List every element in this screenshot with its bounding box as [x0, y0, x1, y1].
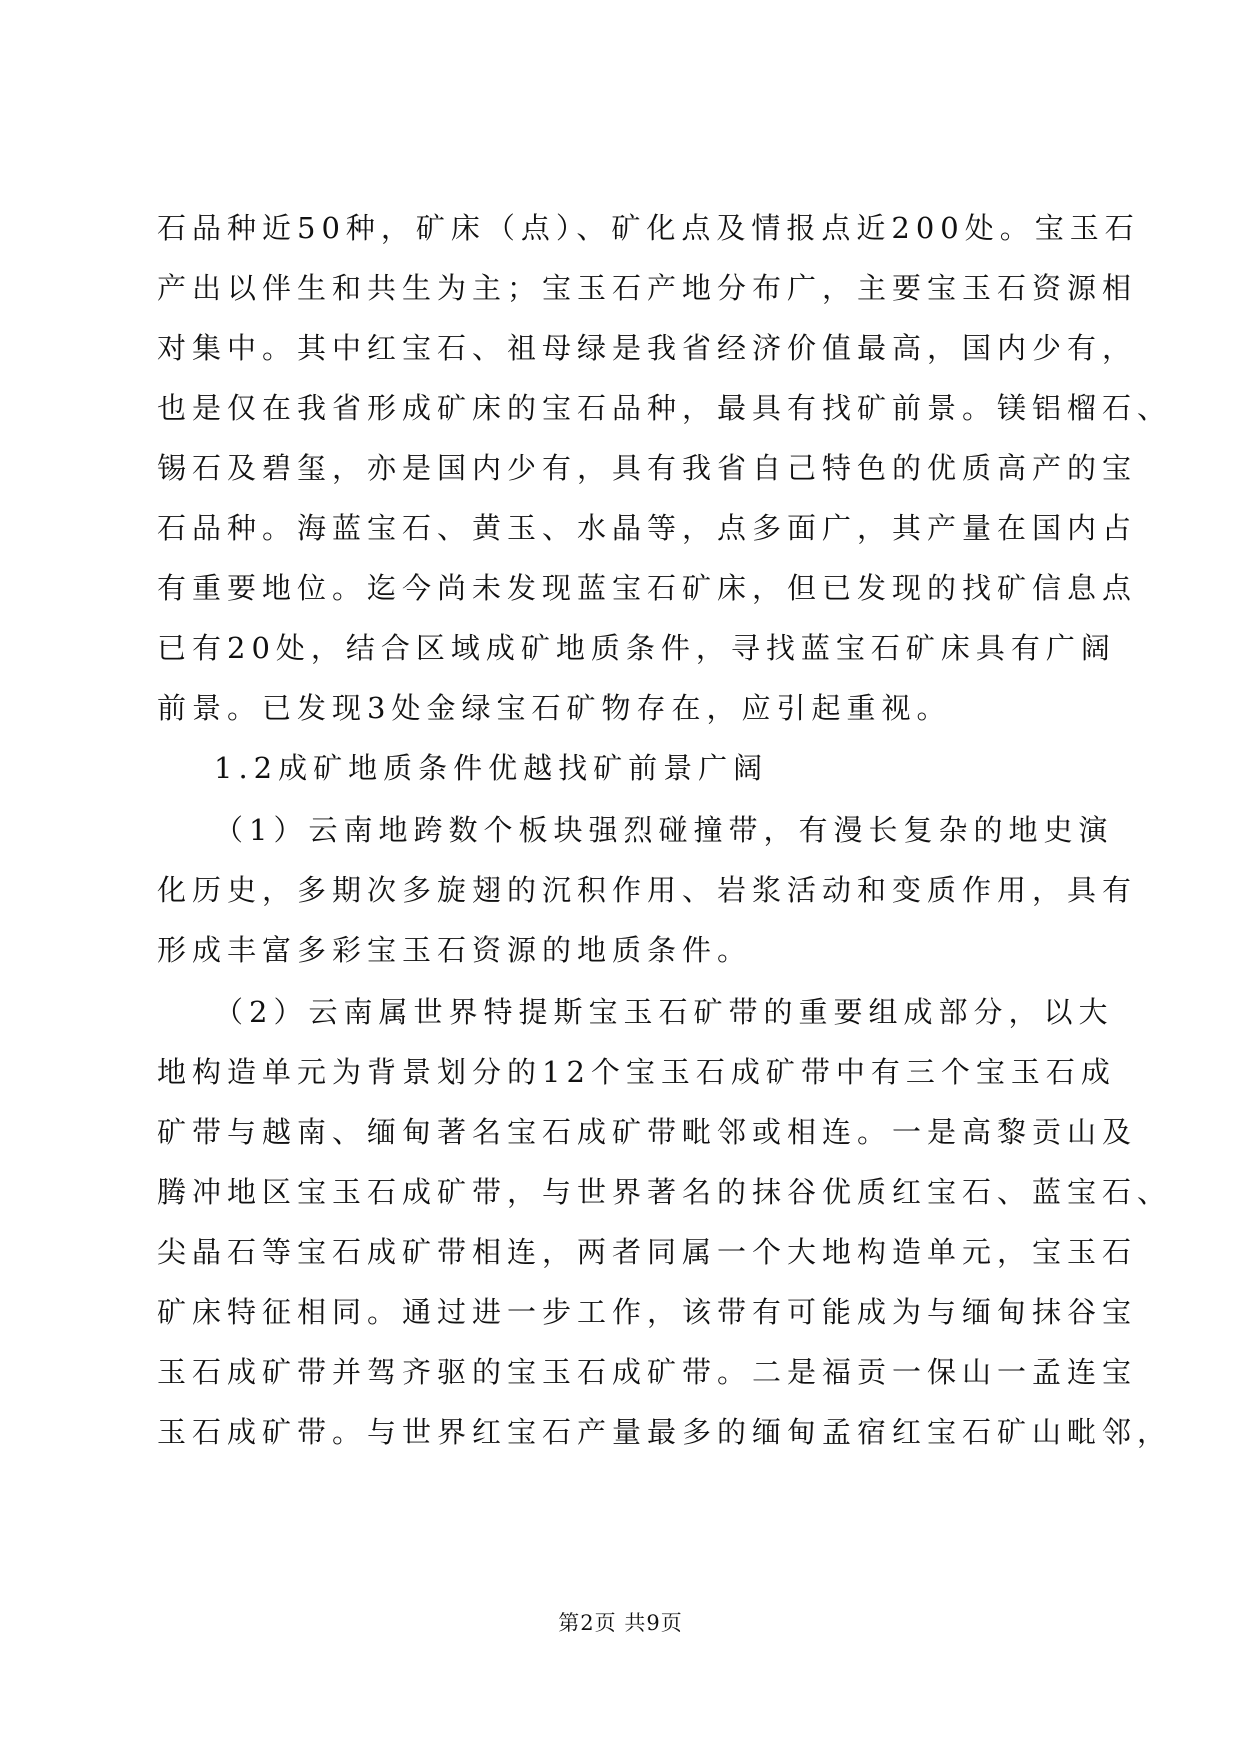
text-line-15: 地构造单元为背景划分的12个宝玉石成矿带中有三个宝玉石成 — [157, 1055, 1116, 1089]
text-line-1: 石品种近50种，矿床（点）、矿化点及情报点近200处。宝玉石 — [157, 211, 1140, 245]
text-line-9: 前景。已发现3处金绿宝石矿物存在，应引起重视。 — [157, 691, 952, 725]
text-line-8: 已有20处，结合区域成矿地质条件，寻找蓝宝石矿床具有广阔 — [157, 631, 1116, 665]
text-line-13: 形成丰富多彩宝玉石资源的地质条件。 — [157, 933, 753, 967]
text-line-6: 石品种。海蓝宝石、黄玉、水晶等，点多面广，其产量在国内占 — [157, 511, 1138, 545]
text-line-12: 化历史，多期次多旋翅的沉积作用、岩浆活动和变质作用，具有 — [157, 873, 1138, 907]
text-line-2: 产出以伴生和共生为主；宝玉石产地分布广，主要宝玉石资源相 — [157, 271, 1138, 305]
text-line-19: 矿床特征相同。通过进一步工作，该带有可能成为与缅甸抹谷宝 — [157, 1295, 1138, 1329]
text-line-14: （2）云南属世界特提斯宝玉石矿带的重要组成部分，以大 — [214, 995, 1114, 1029]
text-line-4: 也是仅在我省形成矿床的宝石品种，最具有找矿前景。镁铝榴石、 — [157, 391, 1173, 425]
text-line-18: 尖晶石等宝石成矿带相连，两者同属一个大地构造单元，宝玉石 — [157, 1235, 1138, 1269]
page-footer: 第2页 共9页 — [558, 1611, 683, 1635]
text-line-20: 玉石成矿带并驾齐驱的宝玉石成矿带。二是福贡一保山一孟连宝 — [157, 1355, 1138, 1389]
text-line-21: 玉石成矿带。与世界红宝石产量最多的缅甸孟宿红宝石矿山毗邻， — [157, 1415, 1173, 1449]
text-line-7: 有重要地位。迄今尚未发现蓝宝石矿床，但已发现的找矿信息点 — [157, 571, 1138, 605]
section-heading-1-2: 1.2成矿地质条件优越找矿前景广阔 — [214, 751, 769, 785]
text-line-5: 锡石及碧玺，亦是国内少有，具有我省自己特色的优质高产的宝 — [157, 451, 1138, 485]
text-line-3: 对集中。其中红宝石、祖母绿是我省经济价值最高，国内少有， — [157, 331, 1138, 365]
text-line-11: （1）云南地跨数个板块强烈碰撞带，有漫长复杂的地史演 — [214, 813, 1114, 847]
text-line-16: 矿带与越南、缅甸著名宝石成矿带毗邻或相连。一是高黎贡山及 — [157, 1115, 1138, 1149]
text-line-17: 腾冲地区宝玉石成矿带，与世界著名的抹谷优质红宝石、蓝宝石、 — [157, 1175, 1173, 1209]
